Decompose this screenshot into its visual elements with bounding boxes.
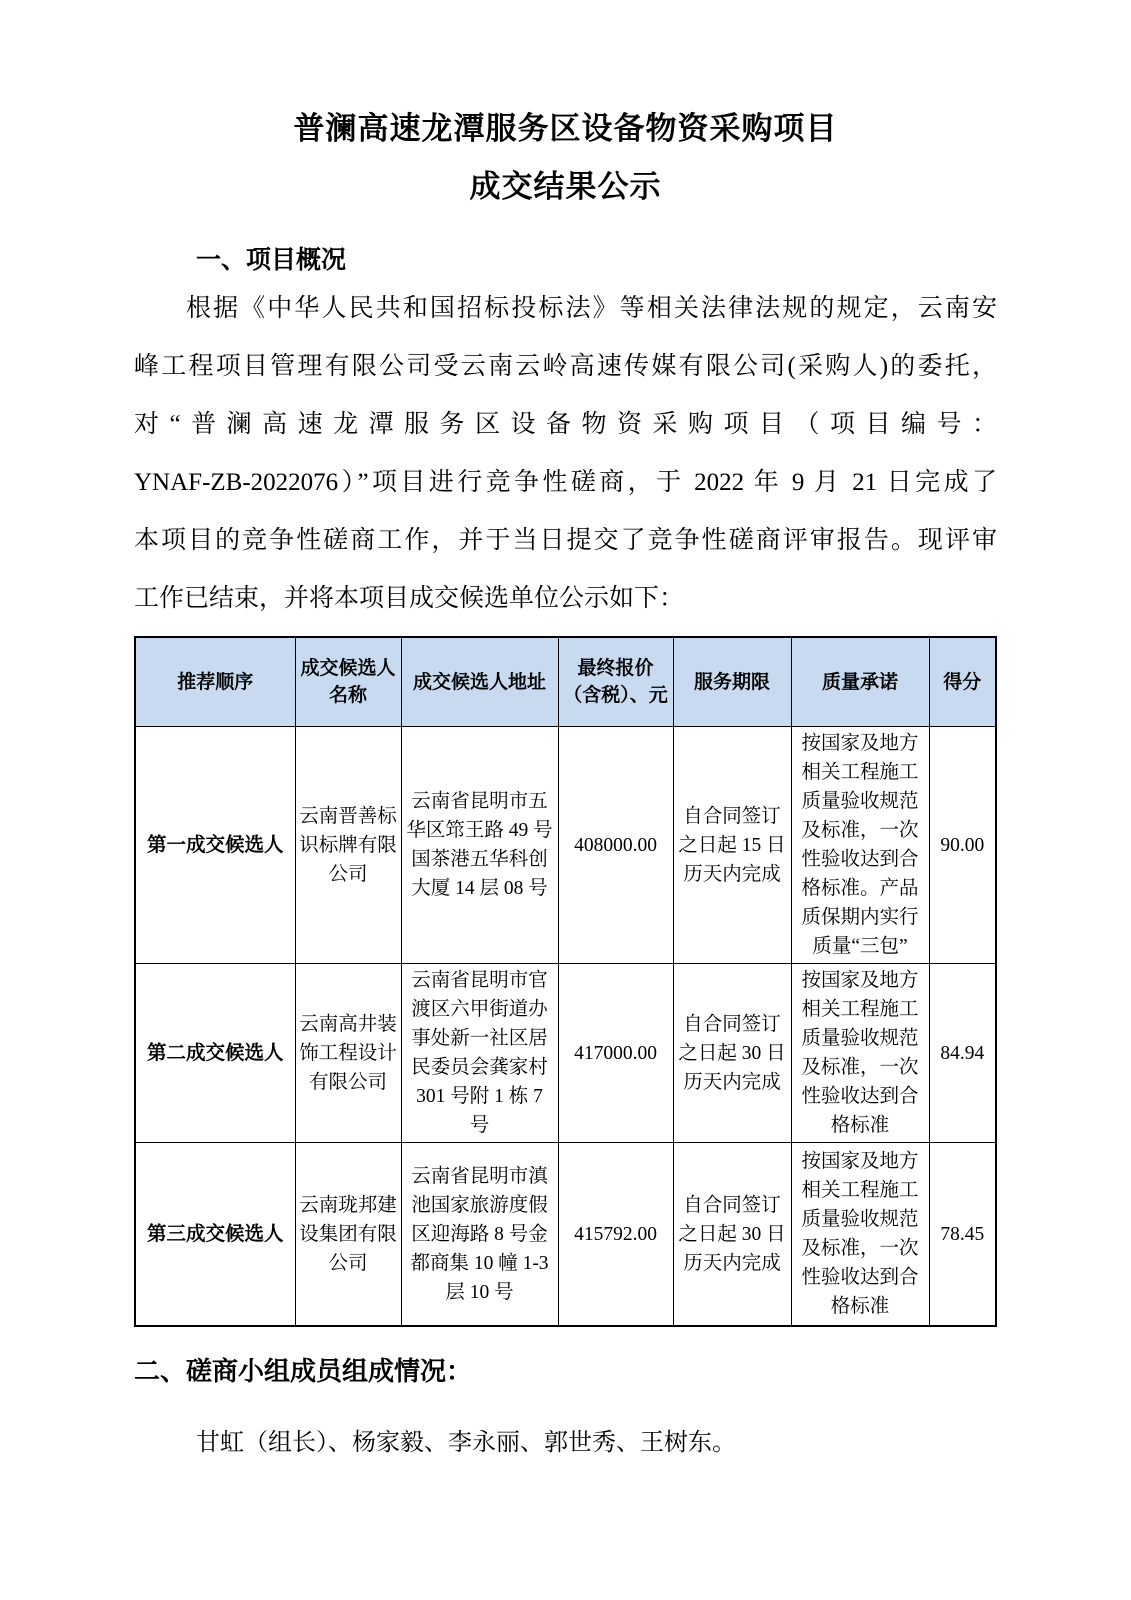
section2-heading: 二、磋商小组成员组成情况： <box>134 1356 473 1386</box>
paragraph-line-4: YNAF-ZB-2022076）”项目进行竞争性磋商，于 2022 年 9 月 21 日完成了 <box>134 469 997 496</box>
cell-final-price: 408000.00 <box>558 727 673 964</box>
table-row-second-candidate <box>135 964 996 1143</box>
cell-candidate-address: 云南省昆明市官渡区六甲街道办事处新一社区居民委员会龚家村 301 号附 1 栋 7 号 <box>401 964 558 1143</box>
paragraph-line-5: 本项目的竞争性磋商工作，并于当日提交了竞争性磋商评审报告。现评审 <box>134 527 997 554</box>
panel-members-line: 甘虹（组长）、杨家毅、李永丽、郭世秀、王树东。 <box>196 1430 736 1456</box>
header-cell-score: 得分 <box>929 637 996 727</box>
header-cell-rank: 推荐顺序 <box>135 637 295 727</box>
cell-candidate-address: 云南省昆明市滇池国家旅游度假区迎海路 8 号金都商集 10 幢 1-3 层 10 号 <box>401 1143 558 1327</box>
cell-score: 78.45 <box>929 1143 996 1327</box>
table-header-row <box>135 637 996 727</box>
cell-score: 90.00 <box>929 727 996 964</box>
cell-rank: 第三成交候选人 <box>135 1143 295 1327</box>
cell-candidate-name: 云南晋善标识标牌有限公司 <box>295 727 401 964</box>
intro-paragraph <box>134 280 997 628</box>
section1-heading: 一、项目概况 <box>196 246 347 274</box>
cell-service-period: 自合同签订之日起 30 日历天内完成 <box>673 1143 791 1327</box>
cell-quality-commitment: 按国家及地方相关工程施工质量验收规范及标准，一次性验收达到合格标准 <box>791 1143 929 1327</box>
header-cell-quality-commitment: 质量承诺 <box>791 637 929 727</box>
paragraph-line-2: 峰工程项目管理有限公司受云南云岭高速传媒有限公司(采购人)的委托， <box>134 353 997 380</box>
header-cell-candidate-name: 成交候选人名称 <box>295 637 401 727</box>
paragraph-line-3: 对“普澜高速龙潭服务区设备物资采购项目（项目编号： <box>134 411 997 438</box>
paragraph-line-6: 工作已结束，并将本项目成交候选单位公示如下： <box>134 585 685 612</box>
cell-rank: 第一成交候选人 <box>135 727 295 964</box>
cell-quality-commitment: 按国家及地方相关工程施工质量验收规范及标准，一次性验收达到合格标准 <box>791 964 929 1143</box>
table-row-third-candidate <box>135 1143 996 1327</box>
cell-service-period: 自合同签订之日起 15 日历天内完成 <box>673 727 791 964</box>
cell-service-period: 自合同签订之日起 30 日历天内完成 <box>673 964 791 1143</box>
table-row-first-candidate <box>135 727 996 964</box>
cell-final-price: 417000.00 <box>558 964 673 1143</box>
header-cell-final-price: 最终报价（含税）、元 <box>558 637 673 727</box>
cell-final-price: 415792.00 <box>558 1143 673 1327</box>
cell-candidate-name: 云南珑邦建设集团有限公司 <box>295 1143 401 1327</box>
cell-candidate-address: 云南省昆明市五华区筇王路 49 号国茶港五华科创大厦 14 层 08 号 <box>401 727 558 964</box>
cell-quality-commitment: 按国家及地方相关工程施工质量验收规范及标准，一次性验收达到合格标准。产品质保期内实行质量“三包” <box>791 727 929 964</box>
results-table <box>134 636 997 1327</box>
cell-candidate-name: 云南高井装饰工程设计有限公司 <box>295 964 401 1143</box>
cell-rank: 第二成交候选人 <box>135 964 295 1143</box>
header-cell-candidate-address: 成交候选人地址 <box>401 637 558 727</box>
document-title-line2: 成交结果公示 <box>469 169 662 204</box>
header-cell-service-period: 服务期限 <box>673 637 791 727</box>
cell-score: 84.94 <box>929 964 996 1143</box>
paragraph-line-1: 根据《中华人民共和国招标投标法》等相关法律法规的规定，云南安 <box>186 295 997 322</box>
document-title-line1: 普澜高速龙潭服务区设备物资采购项目 <box>293 111 838 146</box>
